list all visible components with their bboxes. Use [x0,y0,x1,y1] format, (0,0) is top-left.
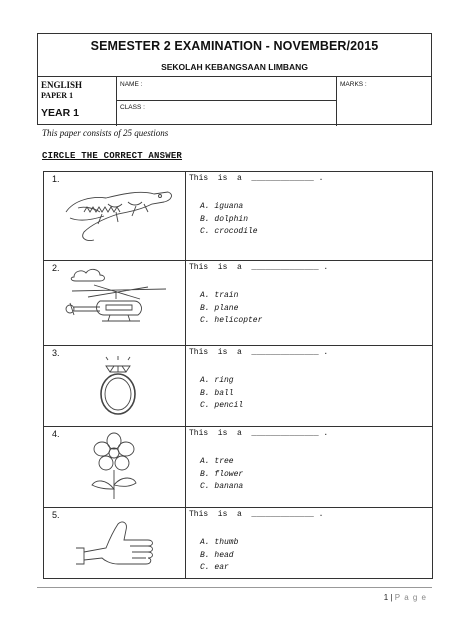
question-row [44,346,433,427]
question-number: 1. [52,174,60,184]
question-text-cell [186,427,433,508]
answer-options [200,537,238,575]
flower-icon [44,427,185,508]
option-b[interactable]: B. dolphin [200,214,249,224]
question-image-cell [44,346,186,427]
option-a[interactable]: A. train [200,291,239,300]
paper-label: PAPER 1 [41,91,74,100]
header-divider-vertical [336,76,337,126]
question-row [44,427,433,508]
question-stem: This is a _____________ . [189,174,324,183]
question-text-cell [186,346,433,427]
exam-title: SEMESTER 2 EXAMINATION - NOVEMBER/2015 [90,39,379,53]
question-row [44,508,433,579]
footer-divider [37,587,432,588]
answer-options [200,201,258,239]
school-name: SEKOLAH KEBANGSAAN LIMBANG [161,62,308,72]
option-a[interactable]: A. iguana [200,202,244,211]
question-stem: This is a ______________ . [189,348,329,357]
name-field-label: NAME : [120,81,143,88]
option-b[interactable]: B. head [200,550,234,560]
question-stem: This is a ______________ . [189,429,329,438]
marks-field-label: MARKS : [340,81,367,88]
header-divider [116,100,336,101]
page-word: P a g e [394,593,427,602]
option-b[interactable]: B. flower [200,469,244,479]
question-row [44,172,433,261]
answer-options [200,375,243,413]
option-a[interactable]: A. thumb [200,538,239,547]
page-footer [384,593,427,602]
question-image-cell [44,261,186,346]
question-row [44,261,433,346]
question-image-cell [44,427,186,508]
header-divider-vertical [116,76,117,126]
footer-separator: | [388,593,395,602]
crocodile-icon [44,172,185,261]
question-text-cell [186,261,433,346]
question-image-cell [44,508,186,579]
question-number: 5. [52,510,60,520]
question-text-cell [186,172,433,261]
option-c[interactable]: C. crocodile [200,227,258,236]
exam-header [37,33,432,125]
instruction-heading: CIRCLE THE CORRECT ANSWER [42,151,183,161]
header-divider [38,76,431,77]
option-b[interactable]: B. plane [200,303,239,313]
option-c[interactable]: C. ear [200,563,229,572]
option-a[interactable]: A. ring [200,376,234,385]
page-number: 1 [383,593,389,602]
option-b[interactable]: B. ball [200,388,234,398]
paper-note: This paper consists of 25 questions [42,128,169,138]
year-label: YEAR 1 [41,107,79,119]
option-c[interactable]: C. pencil [200,401,244,410]
helicopter-icon [44,261,185,346]
option-a[interactable]: A. tree [200,457,234,466]
subject-label: ENGLISH [41,80,83,90]
question-text-cell [186,508,433,579]
question-number: 4. [52,429,60,439]
thumb-icon [44,508,185,579]
question-number: 2. [52,263,60,273]
answer-options [200,456,243,494]
option-c[interactable]: C. banana [200,482,244,491]
option-c[interactable]: C. helicopter [200,316,263,325]
answer-options [200,290,262,328]
question-number: 3. [52,348,60,358]
question-stem: This is a _____________ . [189,510,324,519]
class-field-label: CLASS : [120,104,145,111]
ring-icon [44,346,185,427]
question-table [43,171,433,579]
question-image-cell [44,172,186,261]
question-stem: This is a ______________ . [189,263,329,272]
